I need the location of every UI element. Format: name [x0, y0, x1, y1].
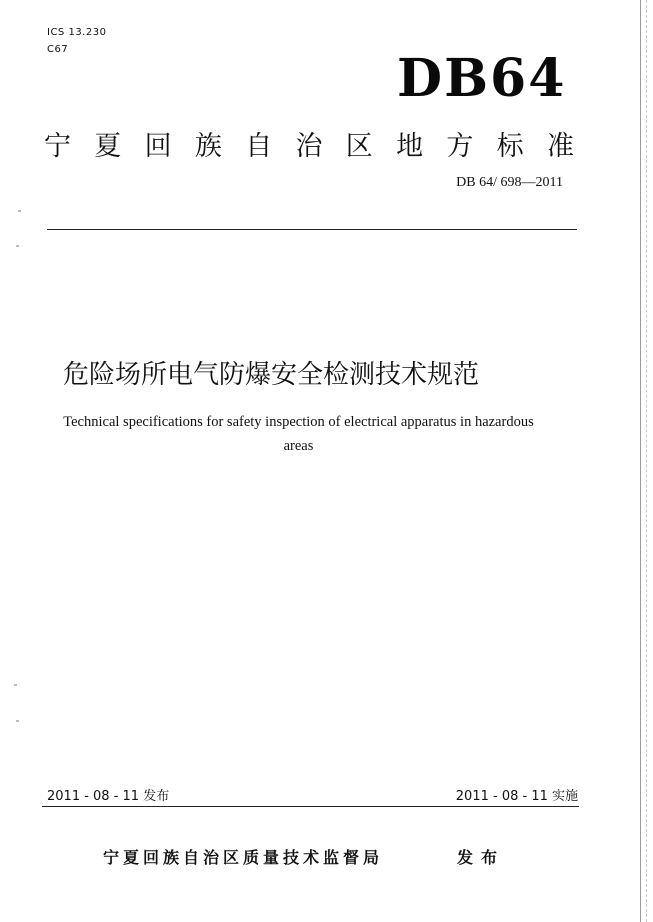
level-char: 夏	[94, 131, 122, 162]
ccs-code: C67	[47, 44, 69, 55]
implementation-date: 2011 - 08 - 11 实施	[455, 789, 578, 804]
level-char: 地	[396, 131, 424, 162]
level-char: 准	[546, 131, 574, 162]
scan-speck	[14, 684, 17, 686]
header-divider	[47, 229, 577, 230]
scan-edge-line	[640, 0, 641, 922]
level-char: 回	[144, 131, 172, 162]
issue-label: 发布	[457, 848, 506, 867]
ics-code: ICS 13.230	[47, 27, 107, 38]
title-english-line: areas	[283, 438, 314, 454]
level-char: 自	[245, 131, 273, 162]
scan-speck	[16, 245, 19, 247]
title-chinese: 危险场所电气防爆安全检测技术规范	[63, 360, 480, 390]
footer-divider	[42, 806, 579, 807]
level-char: 方	[446, 131, 474, 162]
level-char: 宁	[44, 131, 71, 162]
title-english-line: Technical specifications for safety inspection of electrical apparatus in hazardous	[63, 414, 534, 430]
scan-speck	[16, 720, 19, 722]
title-english	[46, 410, 551, 458]
level-char: 族	[194, 131, 222, 162]
scan-edge-line	[646, 0, 647, 922]
scan-speck	[18, 210, 21, 212]
level-char: 标	[496, 131, 524, 162]
level-char: 区	[345, 131, 373, 162]
db64-logo: DB64	[397, 48, 567, 109]
standard-level-heading	[44, 124, 574, 163]
level-char: 治	[295, 131, 323, 162]
issue-date: 2011 - 08 - 11 发布	[47, 789, 170, 804]
issuing-authority: 宁夏回族自治区质量技术监督局	[103, 848, 384, 867]
standard-number: DB 64/ 698—2011	[456, 175, 563, 190]
